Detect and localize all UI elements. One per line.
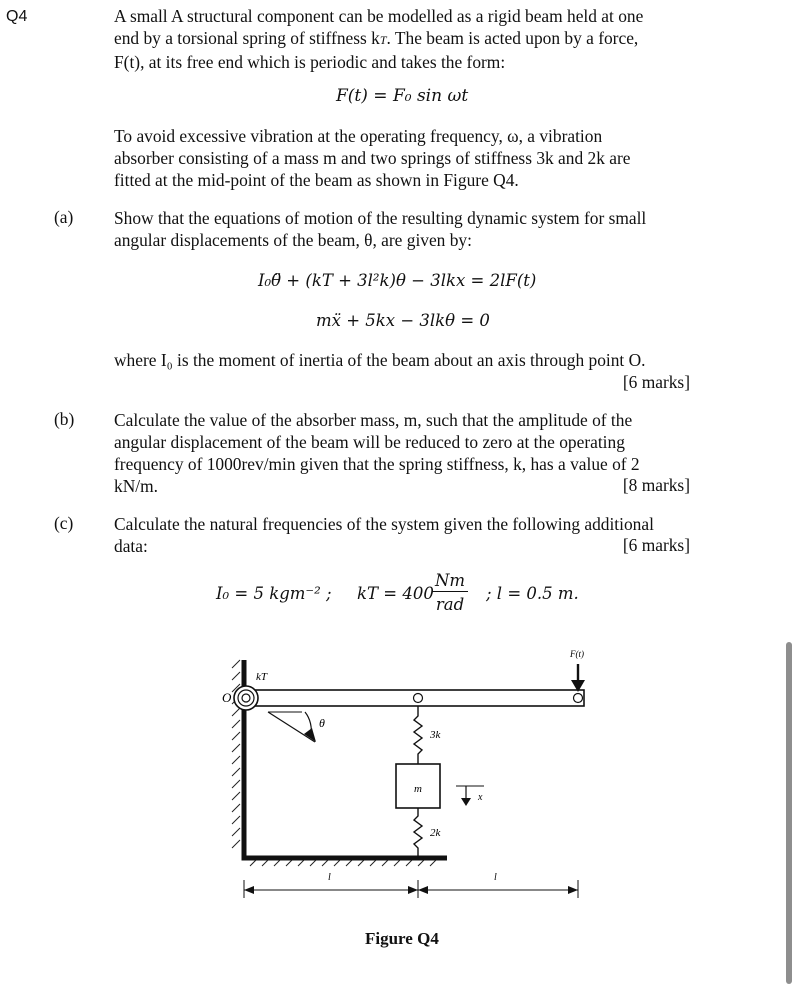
equation-1: I₀θ̈ + (kT + 3l²k)θ − 3lkx = 2lF(t)	[258, 271, 537, 290]
absorber-line-2: absorber consisting of a mass m and two springs of stiffness 3k and 2k are	[114, 148, 631, 168]
spring-2k	[414, 808, 422, 858]
data-l: ; l = 0.5 m.	[486, 584, 579, 603]
part-b-line-4: kN/m.	[114, 476, 158, 496]
equation-2: mẍ + 5kx − 3lkθ = 0	[316, 311, 490, 330]
theta-indicator	[268, 712, 316, 742]
intro-line-3: F(t), at its free end which is periodic and takes the form:	[114, 52, 506, 72]
question-number: Q4	[6, 8, 28, 25]
label-l-left: l	[328, 872, 331, 883]
data-kt-denominator: rad	[435, 595, 465, 614]
part-a-line-1: Show that the equations of motion of the resulting dynamic system for small	[114, 208, 647, 228]
label-force: F(t)	[570, 649, 584, 659]
intro-line-1: A small A structural component can be modelled as a rigid beam held at one	[114, 6, 644, 26]
label-theta: θ	[319, 716, 325, 730]
label-x: x	[478, 792, 483, 803]
absorber-paragraph	[114, 125, 690, 191]
intro-line-2: end by a torsional spring of stiffness kT. The beam is acted upon by a force,	[114, 28, 639, 48]
figure-caption: Figure Q4	[365, 929, 439, 948]
part-c-line-1: Calculate the natural frequencies of the system given the following additional	[114, 514, 654, 534]
part-c-label: (c)	[54, 513, 74, 533]
part-c-marks: [6 marks]	[622, 535, 690, 555]
force-arrow	[571, 664, 585, 692]
part-b-marks: [8 marks]	[622, 475, 690, 495]
figure-q4	[0, 630, 797, 930]
absorber-line-1: To avoid excessive vibration at the operating frequency, ω, a vibration	[114, 126, 603, 146]
absorber-line-3: fitted at the mid-point of the beam as shown in Figure Q4.	[114, 170, 519, 190]
label-kt: kT	[256, 671, 267, 683]
part-b-label: (b)	[54, 409, 75, 429]
part-a-marks: [6 marks]	[622, 372, 690, 392]
label-mass: m	[414, 783, 422, 795]
label-o: O	[222, 690, 232, 705]
part-b-line-2: angular displacement of the beam will be reduced to zero at the operating	[114, 432, 625, 452]
midpoint-pin	[414, 694, 423, 703]
part-a-label: (a)	[54, 207, 74, 227]
torsional-spring	[234, 686, 258, 710]
data-kt: kT = 400	[357, 584, 434, 603]
part-c-line-2: data:	[114, 536, 148, 556]
scrollbar-thumb[interactable]	[786, 642, 792, 984]
data-kt-numerator: Nm	[432, 571, 468, 592]
part-a-text	[114, 207, 690, 251]
spring-3k	[414, 706, 422, 764]
end-pin	[574, 694, 583, 703]
data-io: I₀ = 5 kgm⁻² ;	[216, 584, 332, 603]
intro-paragraph	[114, 5, 690, 73]
part-b-line-3: frequency of 1000rev/min given that the spring stiffness, k, has a value of 2	[114, 454, 640, 474]
part-a-line-2: angular displacements of the beam, θ, are given by:	[114, 230, 472, 250]
label-spring-3k: 3k	[430, 729, 441, 741]
where-text: where I₀ is the moment of inertia of the beam about an axis through point O.	[114, 350, 646, 370]
part-b-line-1: Calculate the value of the absorber mass, m, such that the amplitude of the	[114, 410, 633, 430]
force-equation: F(t) = F₀ sin ωt	[336, 86, 469, 106]
label-l-right: l	[494, 872, 497, 883]
label-spring-2k: 2k	[430, 827, 441, 839]
